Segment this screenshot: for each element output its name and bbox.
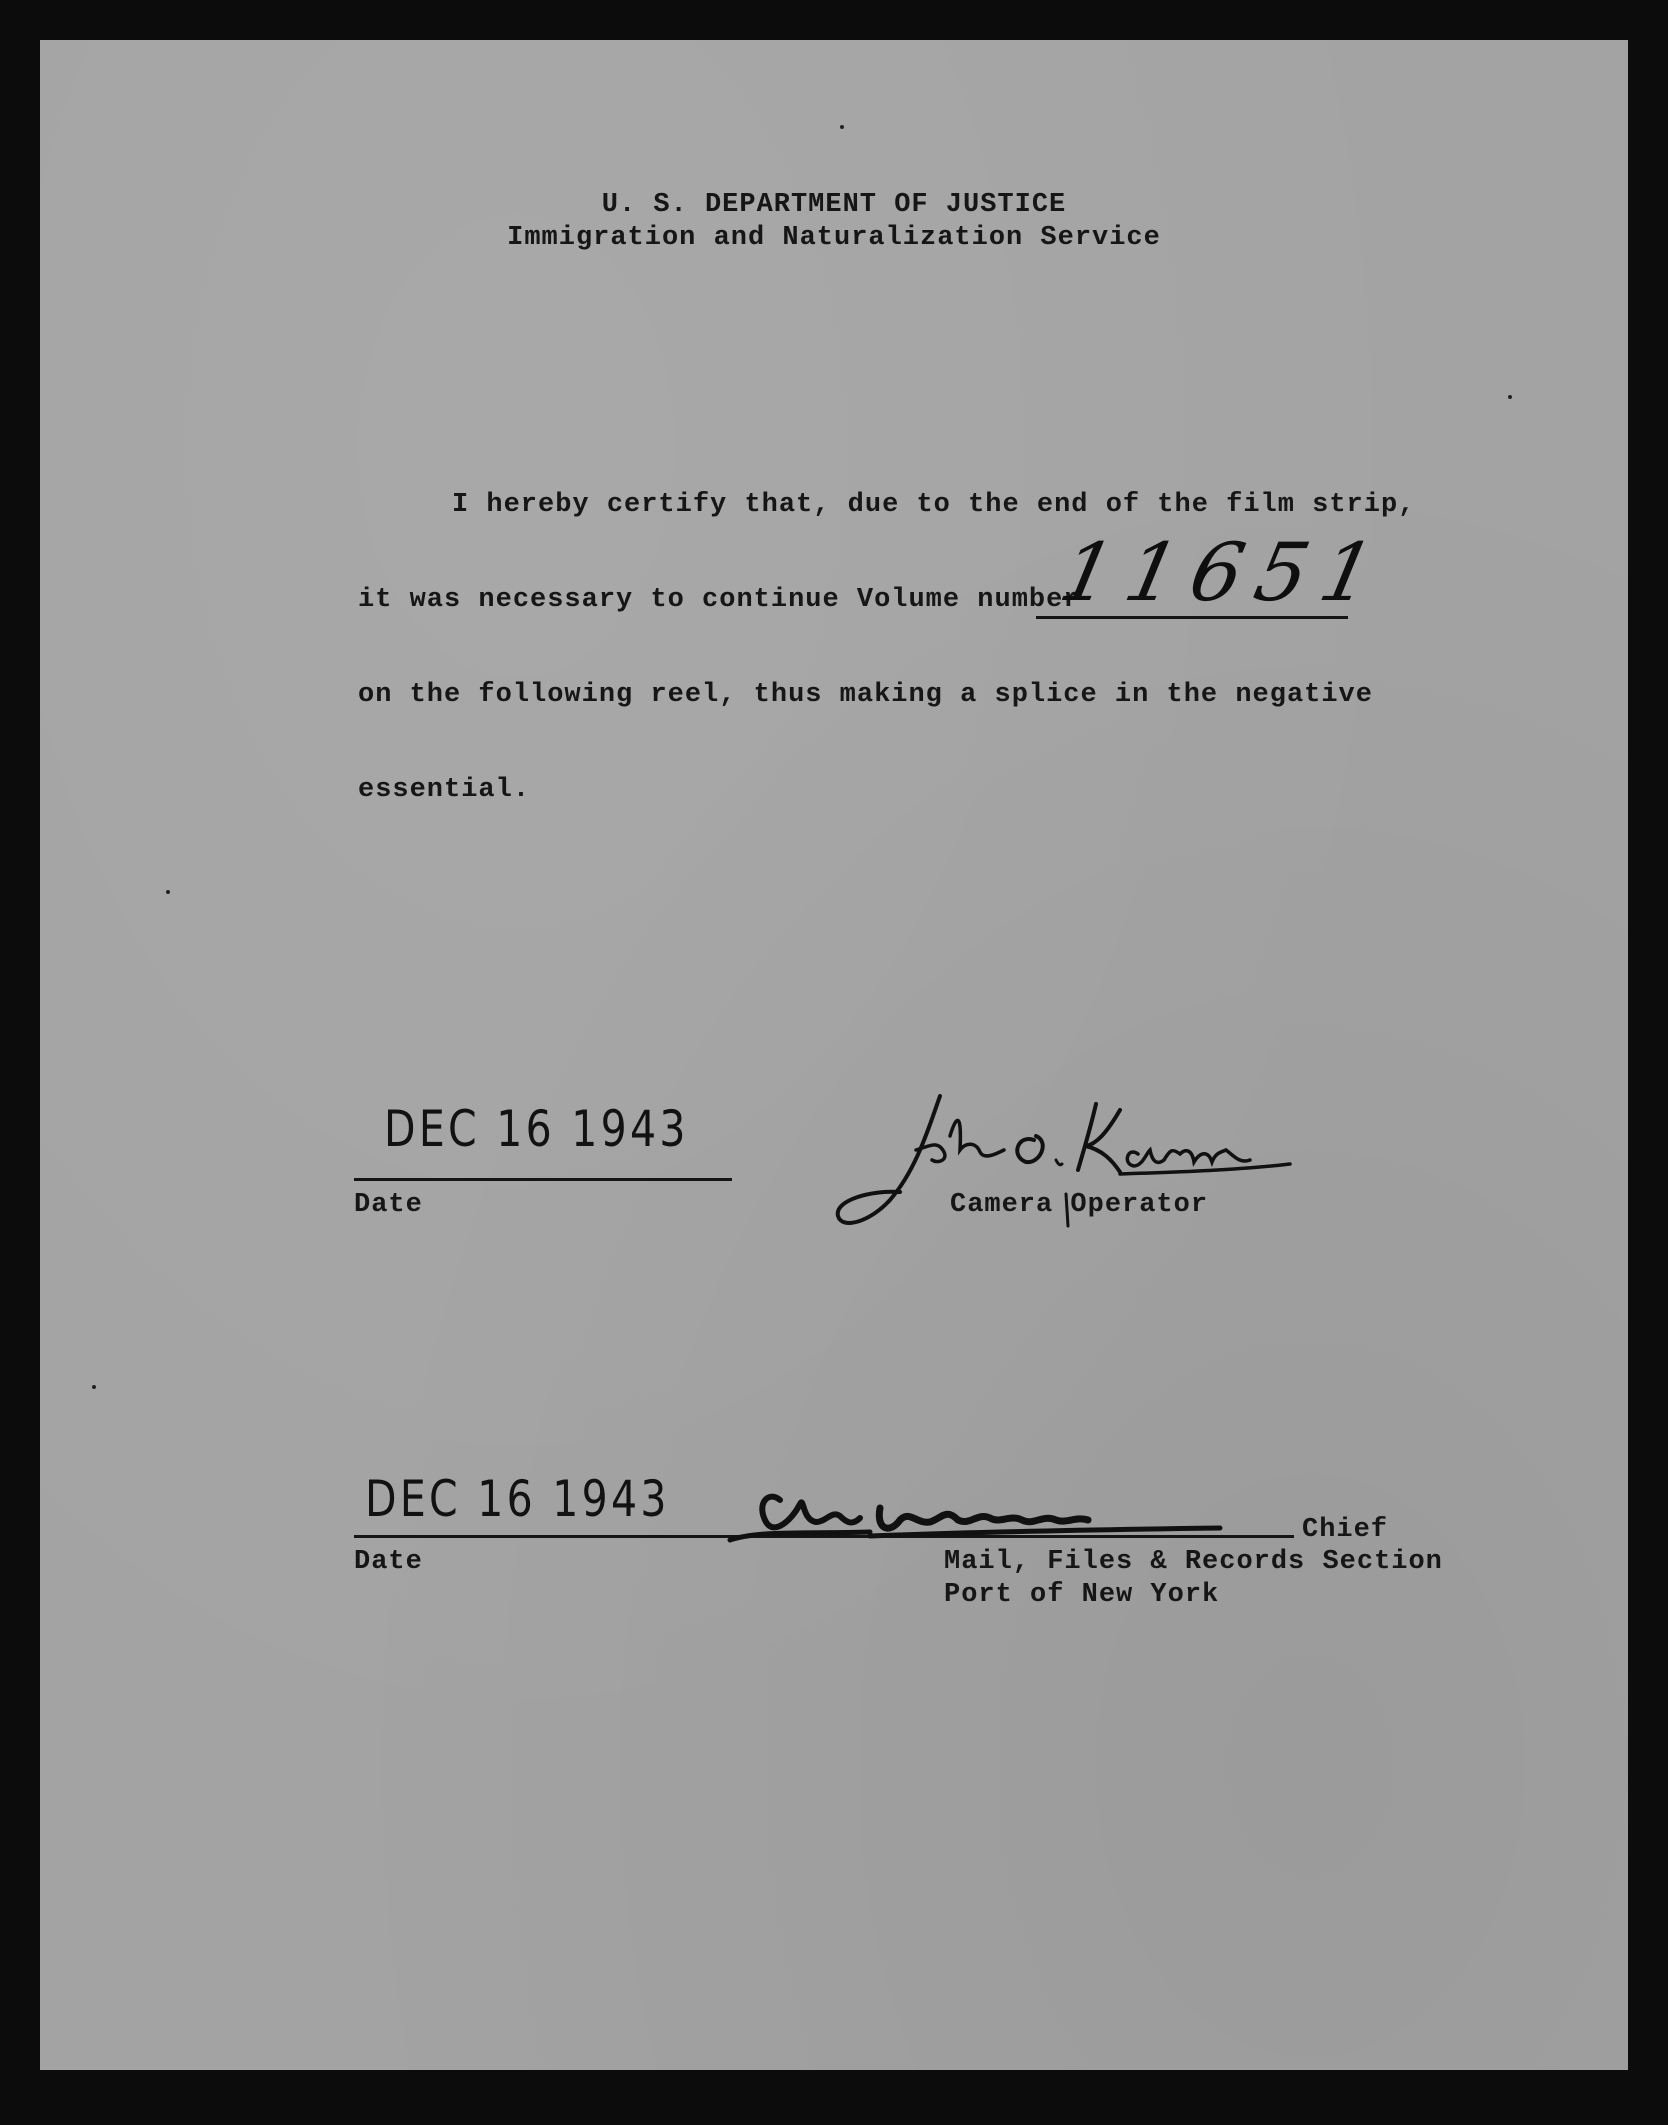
chief-date-label: Date xyxy=(354,1547,423,1577)
chief-department-line: Mail, Files & Records Section xyxy=(944,1547,1443,1577)
camera-date-stamp: DEC 16 1943 xyxy=(384,1100,689,1158)
paper-speck xyxy=(92,1385,96,1389)
volume-number-handwritten: 11651 xyxy=(1052,526,1397,619)
certification-line-2: it was necessary to continue Volume number xyxy=(358,585,1081,615)
certification-line-1: I hereby certify that, due to the end of the film strip, xyxy=(452,490,1416,520)
chief-port-line: Port of New York xyxy=(944,1580,1220,1610)
certification-line-4: essential. xyxy=(358,775,531,805)
camera-date-label: Date xyxy=(354,1190,423,1220)
letterhead-agency: U. S. DEPARTMENT OF JUSTICE xyxy=(601,190,1067,220)
paper-speck xyxy=(1508,395,1512,399)
chief-date-stamp: DEC 16 1943 xyxy=(365,1470,670,1528)
camera-operator-label: Camera Operator xyxy=(950,1190,1209,1220)
chief-title-label: Chief xyxy=(1302,1515,1389,1545)
letterhead-service: Immigration and Naturalization Service xyxy=(507,223,1161,253)
document-page xyxy=(40,40,1628,2070)
certification-line-3: on the following reel, thus making a splice in the negative xyxy=(358,680,1373,710)
paper-speck xyxy=(166,890,170,894)
camera-date-line xyxy=(354,1178,732,1181)
camera-operator-signature xyxy=(820,1090,1300,1250)
paper-speck xyxy=(840,125,844,129)
